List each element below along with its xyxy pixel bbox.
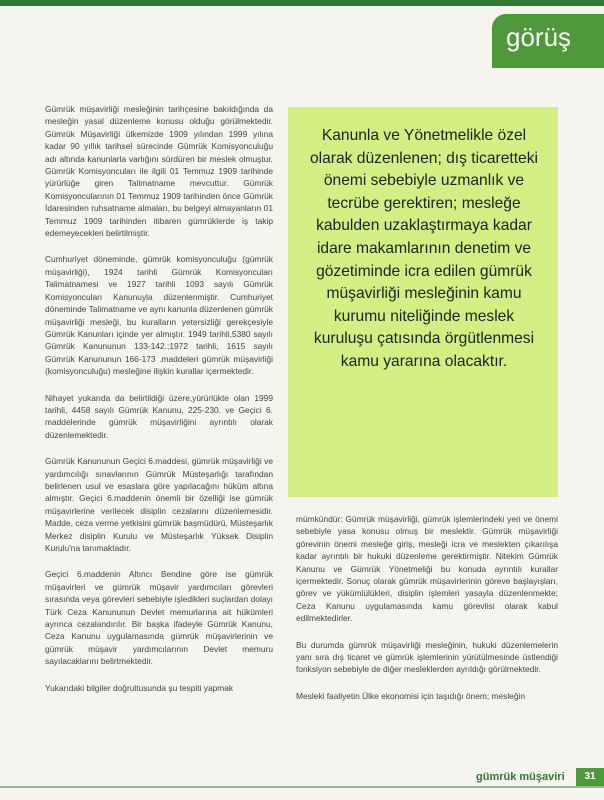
section-title: görüş [506, 22, 572, 52]
paragraph: Gümrük Kanununun Geçici 6.maddesi, gümrük müşavirliği ve yardımcılığı sınavlarının Gümrük Müsteşarlığı tarafından belirlenen usul ve esaslara göre yapılacağını hüküm altına almıştır. Geçici 6.maddenin önemli bir özelliği ise gümrük müşavirlerine verilecek disiplin cezalarını düzenlemesidir. Madde, ceza verme yetkisini gümrük başmüdürü, Müsteşarlık Merkez disiplin Kurulu ve Müsteşarlık Yüksek Disiplin Kurulu'na tanımaktadır. [45, 456, 273, 553]
right-column [296, 513, 558, 716]
section-tab [492, 14, 604, 68]
footer-divider [0, 786, 604, 788]
page-number: 31 [576, 768, 604, 786]
left-column [45, 103, 273, 708]
top-accent-bar [0, 0, 604, 6]
paragraph: Bu durumda gümrük müşavirliği mesleğinin, hukuki düzenlemelerin yanı sıra dış ticaret ve gümrük işlemlerinin yürütülmesinde üstlendiği fonksiyon sebebiyle de diğer mesleklerden ayrıldığı görülmektedir. [296, 639, 558, 675]
pull-quote-box [288, 107, 558, 497]
paragraph: Mesleki faaliyetin Ülke ekonomisi için taşıdığı önem; mesleğin [296, 690, 526, 701]
paragraph: Geçici 6.maddenin Altıncı Bendine göre ise gümrük müşavirleri ve gümrük müşavir yardımcıları görevleri sırasında veya görevleri sebebiyle işledikleri suçlardan dolayı Türk Ceza Kanununun Devlet memurlarına ait hükümleri ayrınca cezalandırılır. Bir başka ifadeyle Gümrük Kanunu, Ceza Kanunu uygulamasında gümrük müşavirlerinin ve gümrük müşavir yardımcılarının Devlet memuru sayılacaklarını belirtmektedir. [45, 569, 273, 667]
paragraph: Gümrük müşavirliği mesleğinin tarihçesine bakıldığında da mesleğin yasal düzenleme konusu olduğu görülmektedir. Gümrük Müşavirliği ülkemizde 1909 yılından 1999 yılına kadar 90 yıllık tarihsel sürecinde Gümrük Komisyonculuğu adı altında kanunlarla varlığını sürdüren bir meslek olmuştur. Gümrük Komisyoncuları ile ilgili 01 Temmuz 1909 tarihinde yürürlüğe giren Talimatname mevcuttur. Gümrük Komisyoncularının 01 Temmuz 1909 tarihinden önce Gümrük İdaresinden ruhsatname almaları, bu belgeyi almayanların 01 Temmuz 1909 tarihinden itibaren gümrüklerde iş takip edemeyecekleri belirtilmiştir. [45, 104, 273, 239]
footer-magazine-name: gümrük müşaviri [476, 771, 565, 783]
pull-quote-text: Kanunla ve Yönetmelikle özel olarak düzenlenen; dış ticaretteki önemi sebebiyle uzmanlık ve tecrübe gerektiren; mesleğe kabulden uzaklaştırmaya kadar idare makamlarının denetim ve gözetiminde icra edilen gümrük müşavirliği mesleğinin kamu kurumu niteliğinde meslek kuruluşu çatısında örgütlenmesi kamu yararına olacaktır. [310, 127, 538, 370]
paragraph: Cumhuriyet döneminde, gümrük komisyonculuğu (gümrük müşavirliği), 1924 tarihli Gümrük Komisyoncuları Talimatnamesi ve 1927 tarihli 1093 sayılı Gümrük Komisyoncuları Kanunuyla düzenlenmiştir. Cumhuriyet döneminde Talimatname ve aynı kanunla düzenlenen gümrük müşavirliği mesleği, bu kuralların yetersizliği gerekçesiyle Gümrük Kanunları içinde yer almıştır. 1949 tarihli,5380 sayılı Gümrük Kanununun 133-142.;1972 tarihli, 1615 sayılı Gümrük Kanununun 166-173 .maddeleri gümrük müşavirliği (komisyonculuğu) mesleğine ilişkin kurallar içermektedir. [45, 254, 273, 377]
paragraph: Nihayet yukarıda da belirtildiği üzere,yürürlükte olan 1999 tarihli, 4458 sayılı Gümrük Kanunu, 225-230. ve Geçici 6. maddelerinde gümrük müşavirliğini ayrıntılı olarak düzenlemektedir. [45, 392, 273, 440]
paragraph: Yukarıdaki bilgiler doğrultusunda şu tespiti yapmak [45, 682, 234, 693]
paragraph: mümkündür: Gümrük müşavirliği, gümrük işlemlerindeki yeri ve önemi sebebiyle yasa konusu olmuş bir meslektir. Gümrük müşavirliği görevinin önemi mesleğe giriş, mesleği icra ve meslekten çıkarılışa kadar ayrıntılı bir hukuki düzenleme gerektirmiştir. Nitekim Gümrük Kanunu ve Gümrük Yönetmeliği bu konuda ayrıntılı kurallar içermektedir. Sonuç olarak gümrük müşavirlerinin göreve başlayışları, görev ve yükümlülükleri, disiplin işlemleri yasayla düzenlenmekte; Ceza Kanunu uygulamasında kamu görevlisi olarak kabul edilmektedirler. [296, 514, 558, 624]
